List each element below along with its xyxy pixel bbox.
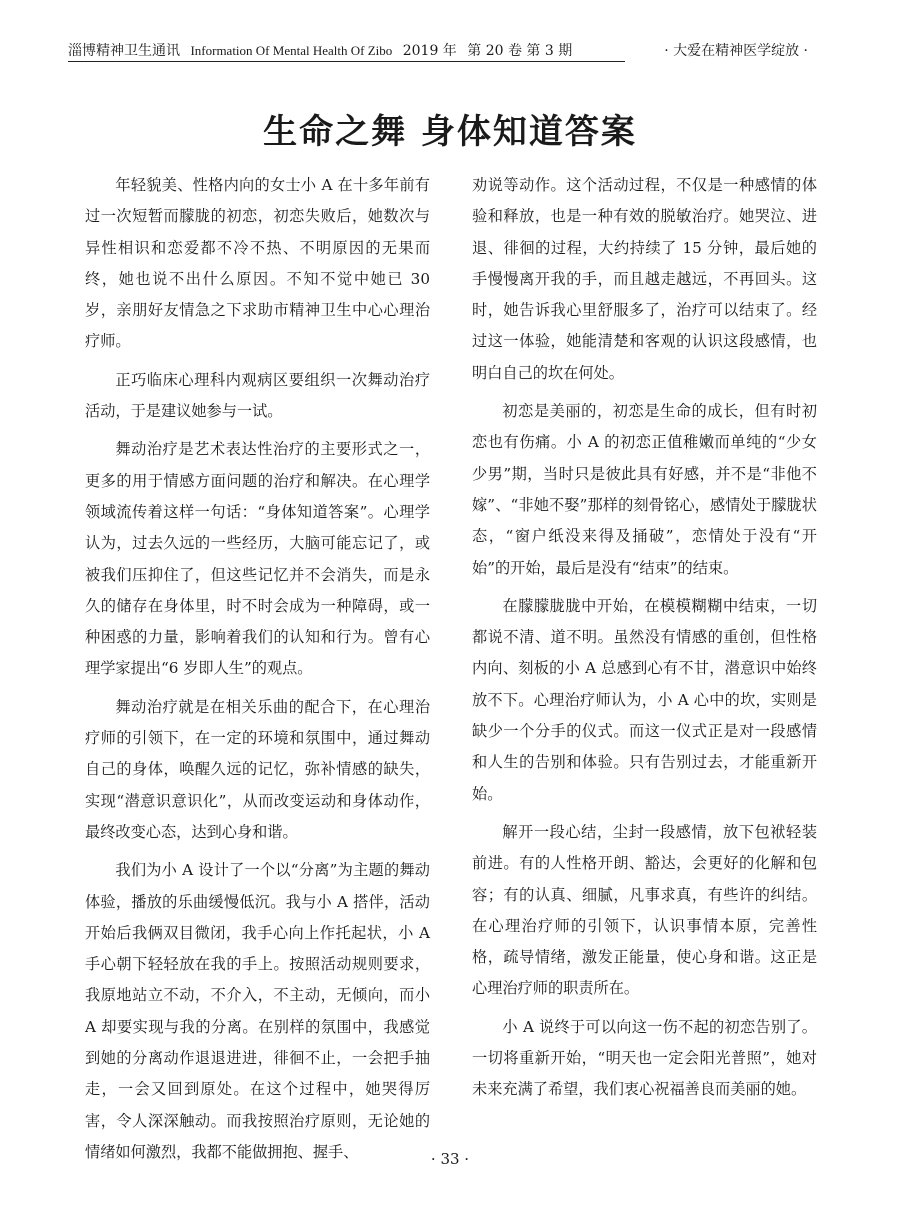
paragraph: 正巧临床心理科内观病区要组织一次舞动治疗活动，于是建议她参与一试。 <box>85 370 430 421</box>
journal-year: 2019 年 <box>402 43 457 59</box>
column-name: · 大爱在精神医学绽放 · <box>664 43 808 59</box>
paragraph: 舞动治疗是艺术表达性治疗的主要形式之一，更多的用于情感方面问题的治疗和解决。在心理学领域流传着这样一句话：“身体知道答案”。心理学认为，过去久远的一些经历，大脑可能忘记了，或被我们压抑住了，但这些记忆并不会消失，而是永久的储存在身体里，时不时会成为一种障碍，或一种困惑的力量，影响着我们的认知和行为。曾有心理学家提出“6 岁即人生”的观点。 <box>85 440 430 678</box>
journal-volume-issue: 第 20 卷 第 3 期 <box>467 43 573 59</box>
paragraph: 年轻貌美、性格内向的女士小 A 在十多年前有过一次短暂而朦胧的初恋，初恋失败后，她数次与异性相识和恋爱都不冷不热、不明原因的无果而终，她也说不出什么原因。不知不觉中她已 30 岁，亲朋好友情急之下求助市精神卫生中心心理治疗师。 <box>85 176 430 351</box>
right-column <box>472 170 817 1113</box>
paragraph: 舞动治疗就是在相关乐曲的配合下，在心理治疗师的引领下，在一定的环境和氛围中，通过舞动自己的身体，唤醒久远的记忆，弥补情感的缺失，实现“潜意识意识化”，从而改变运动和身体动作，最终改变心态，达到心身和谐。 <box>85 697 430 841</box>
page-number: · 33 · <box>430 1150 470 1168</box>
paragraph: 我们为小 A 设计了一个以“分离”为主题的舞动体验，播放的乐曲缓慢低沉。我与小 A 搭伴，活动开始后我俩双目微闭，我手心向上作托起状，小 A 手心朝下轻轻放在我的手上。按照活动规则要求，我原地站立不动，不介入，不主动，无倾向，而小 A 却要实现与我的分离。在别样的氛围中，我感觉到她的分离动作退退进进，徘徊不止，一会把手抽走，一会又回到原处。在这个过程中，她哭得厉害，令人深深触动。而我按照治疗原则，无论她的情绪如何激烈，我都不能做拥抱、握手、 <box>85 861 430 1161</box>
article-title: 生命之舞 身体知道答案 <box>263 112 637 152</box>
running-header <box>68 34 808 60</box>
left-column <box>85 170 430 1175</box>
journal-name-cn: 淄博精神卫生通讯 <box>68 43 180 59</box>
paragraph: 初恋是美丽的，初恋是生命的成长，但有时初恋也有伤痛。小 A 的初恋正值稚嫩而单纯的“少女少男”期，当时只是彼此具有好感，并不是“非他不嫁”、“非她不娶”那样的刻骨铭心，感情处于朦胧状态，“窗户纸没来得及捅破”，恋情处于没有“开始”的开始，最后是没有“结束”的结束。 <box>472 402 817 577</box>
paragraph: 在朦朦胧胧中开始，在模模糊糊中结束，一切都说不清、道不明。虽然没有情感的重创，但性格内向、刻板的小 A 总感到心有不甘，潜意识中始终放不下。心理治疗师认为，小 A 心中的坎，实则是缺少一个分手的仪式。而这一仪式正是对一段感情和人生的告别和体验。只有告别过去，才能重新开始。 <box>472 596 817 803</box>
paragraph-continued: 劝说等动作。这个活动过程，不仅是一种感情的体验和释放，也是一种有效的脱敏治疗。她哭泣、进退、徘徊的过程，大约持续了 15 分钟，最后她的手慢慢离开我的手，而且越走越远，不再回头。这时，她告诉我心里舒服多了，治疗可以结束了。经过这一体验，她能清楚和客观的认识这段感情，也明白自己的坎在何处。 <box>472 176 817 382</box>
paragraph: 小 A 说终于可以向这一伤不起的初恋告别了。一切将重新开始，“明天也一定会阳光普照”，她对未来充满了希望，我们衷心祝福善良而美丽的她。 <box>472 1017 817 1099</box>
paragraph: 解开一段心结，尘封一段感情，放下包袱轻装前进。有的人性格开朗、豁达，会更好的化解和包容；有的认真、细腻，凡事求真，有些许的纠结。在心理治疗师的引领下，认识事情本原，完善性格，疏导情绪，激发正能量，使心身和谐。这正是心理治疗师的职责所在。 <box>472 822 817 998</box>
journal-info <box>68 40 578 60</box>
journal-name-en: Information Of Mental Health Of Zibo <box>190 43 393 58</box>
header-rule <box>68 61 625 62</box>
